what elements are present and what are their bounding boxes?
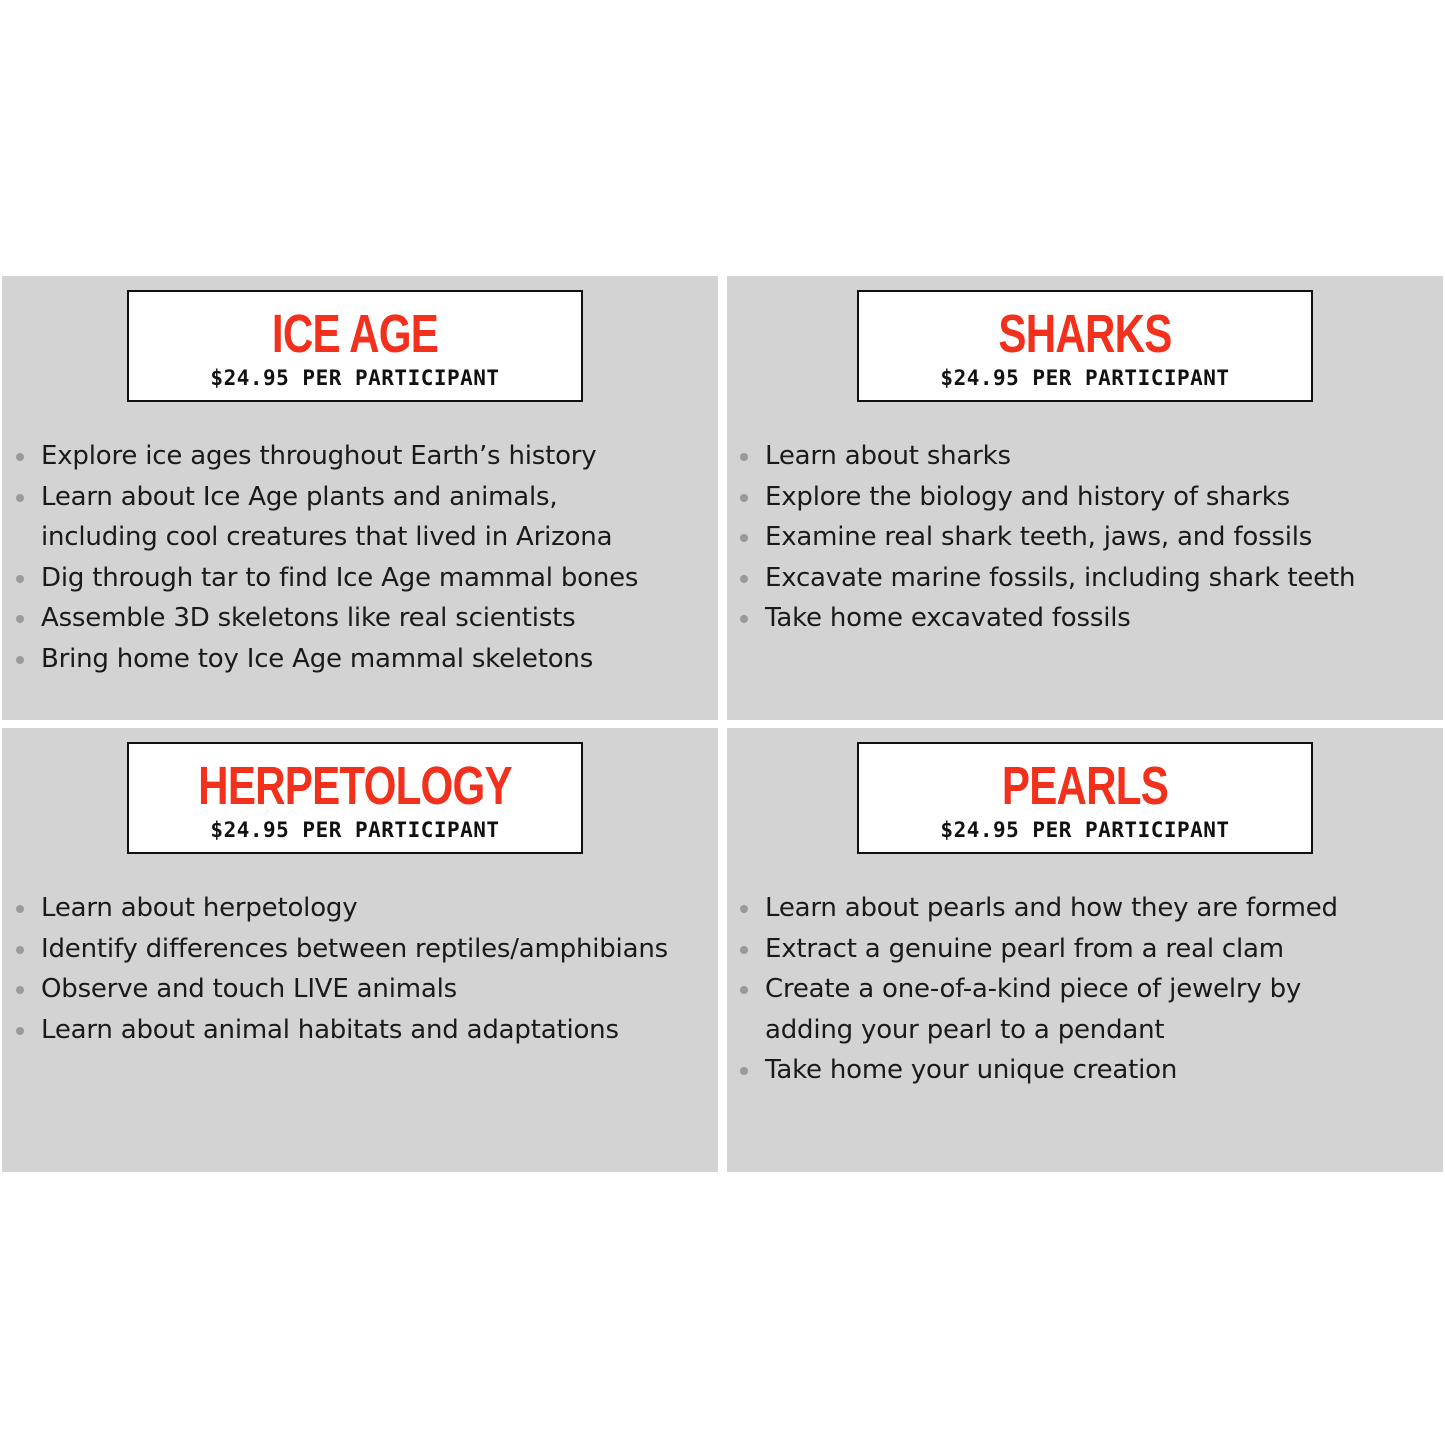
bullet-icon xyxy=(740,453,748,461)
program-features xyxy=(740,436,1437,639)
feature-item: Learn about pearls and how they are formed xyxy=(740,888,1437,929)
bullet-icon xyxy=(16,905,24,913)
bullet-icon xyxy=(16,494,24,502)
program-features xyxy=(16,436,712,679)
feature-item: Learn about herpetology xyxy=(16,888,712,929)
feature-item: Assemble 3D skeletons like real scientists xyxy=(16,598,712,639)
program-title: ICE AGE xyxy=(271,304,439,364)
bullet-icon xyxy=(16,986,24,994)
feature-item: Create a one-of-a-kind piece of jewelry by adding your pearl to a pendant xyxy=(740,969,1437,1050)
feature-item: Extract a genuine pearl from a real clam xyxy=(740,929,1437,970)
program-header xyxy=(127,290,583,402)
program-header xyxy=(127,742,583,854)
program-price: $24.95 PER PARTICIPANT xyxy=(210,366,500,390)
bullet-icon xyxy=(16,575,24,583)
program-price: $24.95 PER PARTICIPANT xyxy=(210,818,500,842)
bullet-icon xyxy=(740,946,748,954)
bullet-icon xyxy=(740,905,748,913)
feature-item: Explore the biology and history of sharks xyxy=(740,477,1437,518)
feature-item: Identify differences between reptiles/amphibians xyxy=(16,929,712,970)
bullet-icon xyxy=(740,494,748,502)
program-features xyxy=(740,888,1437,1091)
feature-item: Learn about animal habitats and adaptations xyxy=(16,1010,712,1051)
program-grid xyxy=(2,276,1443,1172)
bullet-icon xyxy=(740,534,748,542)
program-features xyxy=(16,888,712,1050)
program-card-pearls xyxy=(727,728,1443,1172)
bullet-icon xyxy=(740,986,748,994)
feature-item: Take home your unique creation xyxy=(740,1050,1437,1091)
feature-item: Learn about sharks xyxy=(740,436,1437,477)
program-header xyxy=(857,290,1313,402)
program-title: HERPETOLOGY xyxy=(198,756,512,816)
feature-item: Observe and touch LIVE animals xyxy=(16,969,712,1010)
feature-item: Learn about Ice Age plants and animals, including cool creatures that lived in Arizona xyxy=(16,477,712,558)
feature-item: Explore ice ages throughout Earth’s history xyxy=(16,436,712,477)
program-card-herpetology xyxy=(2,728,718,1172)
bullet-icon xyxy=(16,1027,24,1035)
bullet-icon xyxy=(16,946,24,954)
program-card-sharks xyxy=(727,276,1443,720)
feature-item: Examine real shark teeth, jaws, and fossils xyxy=(740,517,1437,558)
feature-item: Dig through tar to find Ice Age mammal bones xyxy=(16,558,712,599)
program-price: $24.95 PER PARTICIPANT xyxy=(940,366,1230,390)
bullet-icon xyxy=(740,1067,748,1075)
bullet-icon xyxy=(16,656,24,664)
bullet-icon xyxy=(740,615,748,623)
feature-item: Excavate marine fossils, including shark teeth xyxy=(740,558,1437,599)
program-title: PEARLS xyxy=(1001,756,1169,816)
program-card-ice-age xyxy=(2,276,718,720)
bullet-icon xyxy=(740,575,748,583)
program-title: SHARKS xyxy=(998,304,1172,364)
feature-item: Take home excavated fossils xyxy=(740,598,1437,639)
bullet-icon xyxy=(16,615,24,623)
feature-item: Bring home toy Ice Age mammal skeletons xyxy=(16,639,712,680)
program-header xyxy=(857,742,1313,854)
bullet-icon xyxy=(16,453,24,461)
program-price: $24.95 PER PARTICIPANT xyxy=(940,818,1230,842)
